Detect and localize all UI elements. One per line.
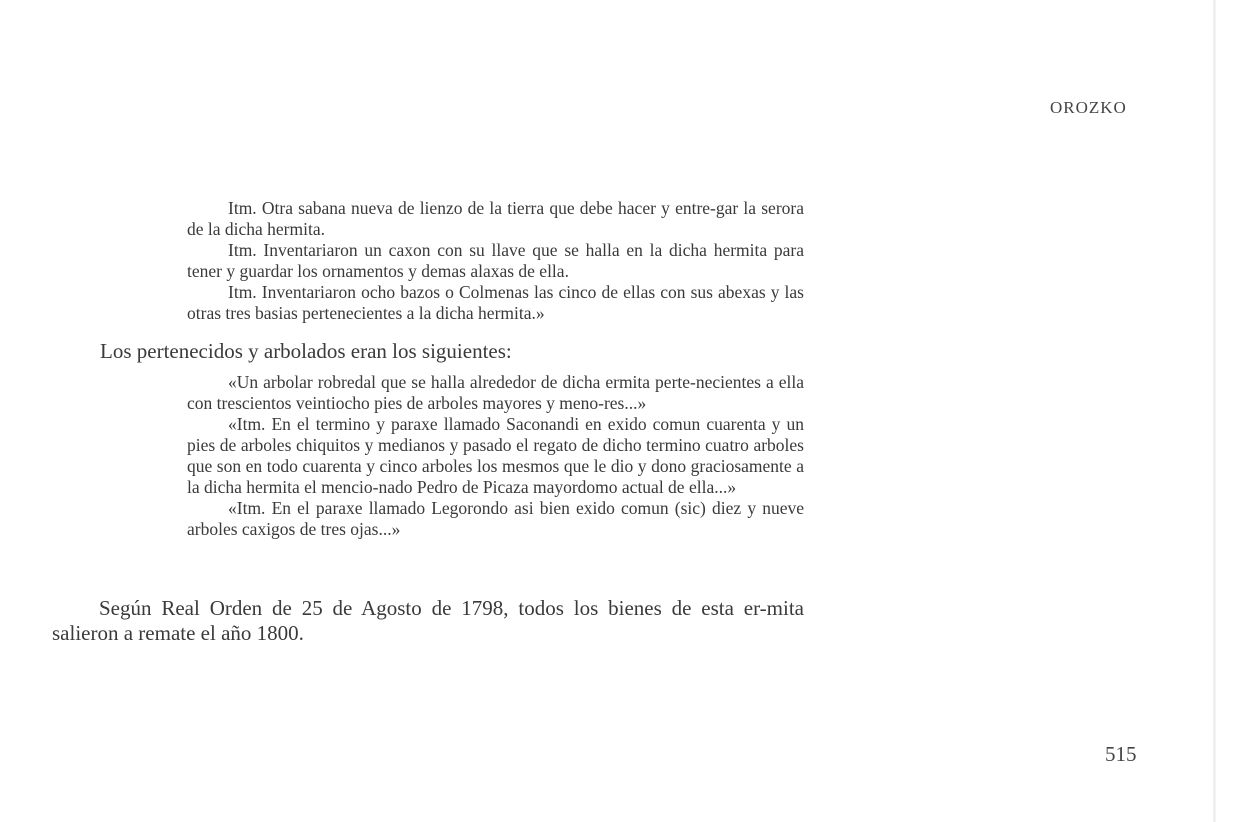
closing-paragraph-block bbox=[52, 596, 804, 646]
page-edge-shadow bbox=[1213, 0, 1216, 822]
quote-paragraph: Itm. Inventariaron un caxon con su llave que se halla en la dicha hermita para tener y guardar los ornamentos y demas alaxas de ella. bbox=[187, 240, 804, 281]
quote-paragraph: «Un arbolar robredal que se halla alrededor de dicha ermita perte-necientes a ella con trescientos veintiocho pies de arboles mayores y meno-res...» bbox=[187, 372, 804, 413]
intro-paragraph: Los pertenecidos y arbolados eran los siguientes: bbox=[100, 339, 512, 363]
closing-paragraph: Según Real Orden de 25 de Agosto de 1798, todos los bienes de esta er-mita salieron a remate el año 1800. bbox=[52, 596, 804, 645]
arbolado-quote-block bbox=[187, 372, 804, 540]
quote-paragraph: «Itm. En el paraxe llamado Legorondo asi bien exido comun (sic) diez y nueve arboles caxigos de tres ojas...» bbox=[187, 498, 804, 539]
page-number: 515 bbox=[1105, 742, 1137, 766]
quote-paragraph: «Itm. En el termino y paraxe llamado Saconandi en exido comun cuarenta y un pies de arboles chiquitos y medianos y pasado el regato de dicho termino cuatro arboles que son en todo cuarenta y cinco arboles los mesmos que le dio y dono graciosamente a la dicha hermita el mencio-nado Pedro de Picaza mayordomo actual de ella...» bbox=[187, 414, 804, 497]
running-header: OROZKO bbox=[1050, 98, 1127, 117]
inventory-quote-block bbox=[187, 198, 804, 324]
quote-paragraph: Itm. Inventariaron ocho bazos o Colmenas las cinco de ellas con sus abexas y las otras tres basias pertenecientes a la dicha hermita.» bbox=[187, 282, 804, 323]
quote-paragraph: Itm. Otra sabana nueva de lienzo de la tierra que debe hacer y entre-gar la serora de la dicha hermita. bbox=[187, 198, 804, 239]
